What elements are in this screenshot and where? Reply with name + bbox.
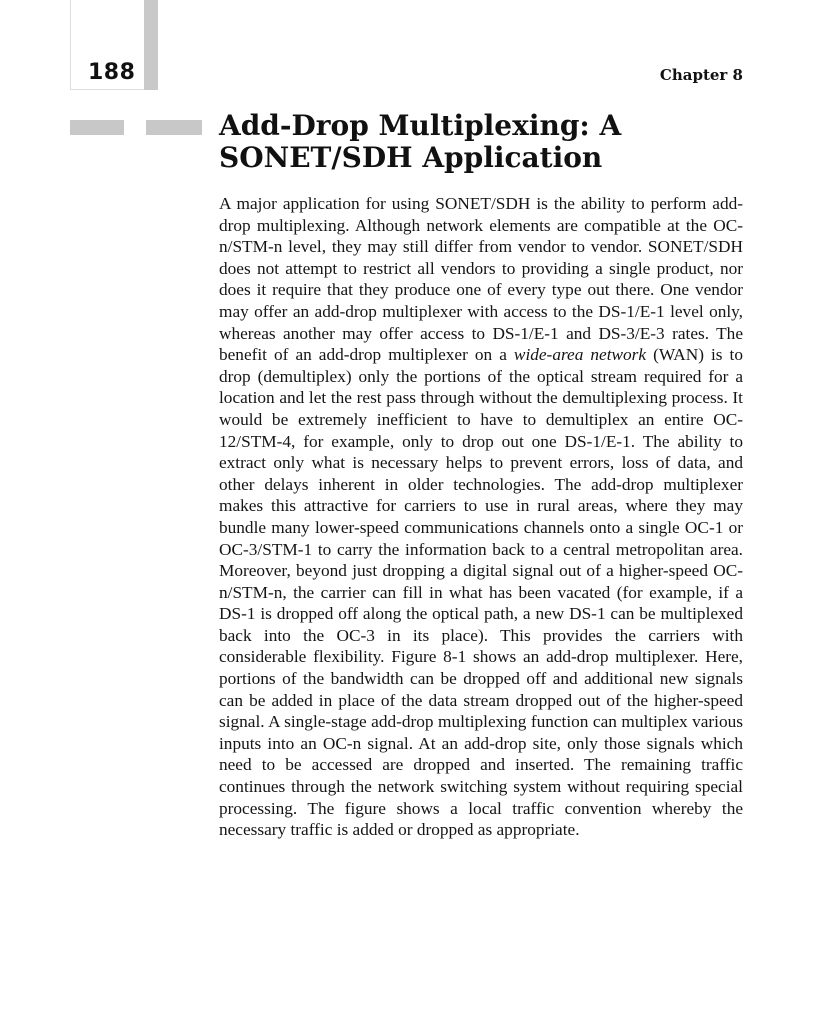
heading-marker-bar [146,120,202,135]
section-title [219,110,739,174]
page-number: 188 [88,60,136,85]
body-text-part-2: (WAN) is to drop (demultiplex) only the portions of the optical stream required for a location and let the rest pass through without the demultiplexing process. It would be extremely inefficient to have to demultiplex an entire OC-12/STM-4, for example, only to drop out one DS-1/E-1. The ability to extract only what is necessary helps to prevent errors, loss of data, and other delays inherent in older technologies. The add-drop multiplexer makes this attractive for carriers to use in rural areas, where they may bundle many lower-speed communications channels onto a single OC-1 or OC-3/STM-1 to carry the information back to a central metropolitan area. Moreover, beyond just dropping a digital signal out of a higher-speed OC-n/STM-n, the carrier can fill in what has been vacated (for example, if a DS-1 is dropped off along the optical path, a new DS-1 can be multiplexed back into the OC-3 in its place). This provides the carriers with considerable flexibility. Figure 8-1 shows an add-drop multiplexer. Here, portions of the bandwidth can be dropped off and additional new signals can be added in place of the data stream dropped out of the higher-speed signal. A single-stage add-drop multiplexing function can multiplex various inputs into an OC-n signal. At an add-drop site, only those signals which need to be accessed are dropped and inserted. The remaining traffic continues through the network switching system without requiring special processing. The figure shows a local traffic convention whereby the necessary traffic is added or dropped as appropriate. [219,345,743,840]
chapter-label: Chapter 8 [659,66,743,84]
section-title-line-1: Add-Drop Multiplexing: A [219,109,622,142]
heading-marker-bar [70,120,124,135]
page-tab-bar [144,0,158,90]
section-title-line-2: SONET/SDH Application [219,141,603,174]
emphasized-term: wide-area network [513,345,647,365]
body-text-part-1: A major application for using SONET/SDH is the ability to perform add-drop multiplexing. Although network elements are compatible at the OC-n/STM-n level, they may still differ from vendor to vendor. SONET/SDH does not attempt to restrict all vendors to providing a single product, nor does it require that they produce one of every type out there. One vendor may offer an add-drop multiplexer with access to the DS-1/E-1 level only, whereas another may offer access to DS-1/E-1 and DS-3/E-3 rates. The benefit of an add-drop multiplexer on a [219,194,743,365]
body-paragraph [219,193,743,841]
